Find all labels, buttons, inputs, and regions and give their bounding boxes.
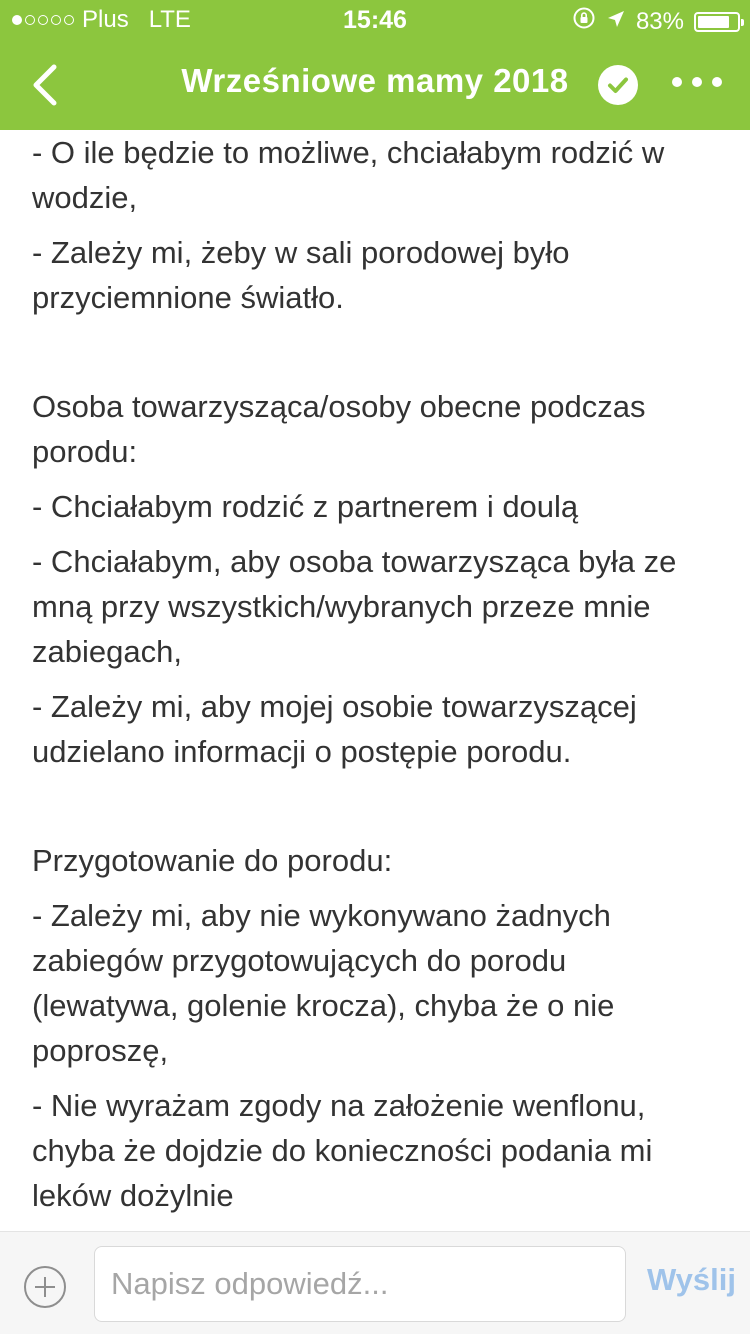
post-paragraph: Przygotowanie do porodu: bbox=[32, 843, 393, 878]
plus-circle-icon[interactable] bbox=[24, 1266, 66, 1308]
post-paragraph: - Zależy mi, żeby w sali porodowej było przyciemnione światło. bbox=[32, 235, 570, 315]
status-time: 15:46 bbox=[343, 6, 407, 34]
back-button[interactable] bbox=[20, 60, 70, 110]
post-paragraph: - O ile będzie to możliwe, chciałabym rodzić w wodzie, bbox=[32, 135, 665, 215]
network-label: LTE bbox=[148, 6, 191, 33]
carrier-label: Plus bbox=[82, 6, 129, 33]
battery-percent: 83% bbox=[635, 7, 684, 35]
chevron-left-icon bbox=[30, 63, 60, 107]
reply-bar bbox=[0, 1231, 750, 1334]
post-content-area[interactable] bbox=[0, 130, 750, 1232]
checkmark-button[interactable] bbox=[598, 65, 638, 105]
post-paragraph: - Chciałabym rodzić z partnerem i doulą bbox=[32, 489, 579, 524]
nav-bar bbox=[0, 40, 750, 130]
more-options-button[interactable] bbox=[672, 77, 722, 87]
post-paragraph: - Nie wyrażam zgody na założenie wenflonu, chyba że dojdzie do konieczności podania mi leków dożylnie bbox=[32, 1088, 653, 1213]
rotation-lock-icon bbox=[572, 6, 596, 37]
post-body bbox=[0, 130, 750, 1218]
location-arrow-icon bbox=[606, 8, 626, 36]
send-button[interactable]: Wyślij bbox=[646, 1262, 736, 1297]
post-paragraph: - Zależy mi, aby nie wykonywano żadnych zabiegów przygotowujących do porodu (lewatywa, golenie krocza), chyba że o nie poproszę, bbox=[32, 898, 615, 1068]
checkmark-circle-icon bbox=[605, 72, 631, 98]
status-bar bbox=[0, 0, 750, 40]
post-paragraph: Osoba towarzysząca/osoby obecne podczas porodu: bbox=[32, 389, 646, 469]
ellipsis-icon bbox=[672, 77, 682, 87]
reply-input[interactable] bbox=[94, 1246, 626, 1322]
battery-fill bbox=[698, 16, 729, 28]
header bbox=[0, 0, 750, 130]
page-title: Wrześniowe mamy 2018 bbox=[181, 62, 569, 99]
post-paragraph: - Chciałabym, aby osoba towarzysząca była ze mną przy wszystkich/wybranych przeze mnie zabiegach, bbox=[32, 544, 677, 669]
status-right bbox=[572, 6, 740, 37]
post-paragraph: - Zależy mi, aby mojej osobie towarzyszącej udzielano informacji o postępie porodu. bbox=[32, 689, 637, 769]
battery-icon bbox=[694, 12, 740, 32]
